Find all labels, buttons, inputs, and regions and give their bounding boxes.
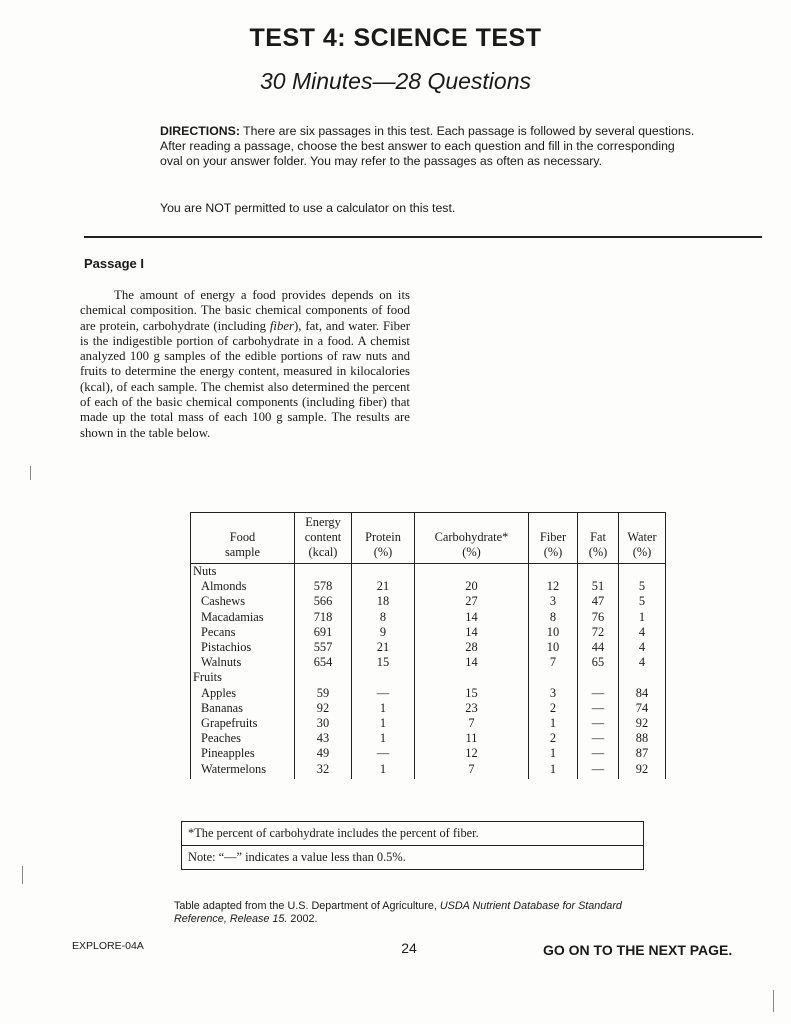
- cell-water: 5: [619, 579, 666, 594]
- cell-water: 87: [619, 746, 666, 761]
- cell-water: 4: [619, 640, 666, 655]
- passage-text: [80, 288, 410, 441]
- section-divider: [84, 236, 762, 238]
- cell-protein: —: [352, 686, 415, 701]
- cell-fat: 51: [578, 579, 619, 594]
- cell-carbohydrate: 12: [415, 746, 529, 761]
- page-number: 24: [401, 940, 417, 956]
- cell-food: Pineapples: [191, 746, 295, 761]
- cell-carbohydrate: 11: [415, 731, 529, 746]
- table-row: [191, 640, 666, 655]
- cell-energy: 718: [295, 610, 352, 625]
- header-text: (%): [543, 545, 563, 559]
- cell-carbohydrate: 7: [415, 762, 529, 779]
- header-text: Carbohydrate*: [434, 530, 509, 544]
- header-text: Water: [627, 530, 657, 544]
- form-code: EXPLORE-04A: [72, 940, 144, 952]
- passage-text-part1: The amount of energy a food provides depends on its chemical composition. The basic chemical components of food are protein, carbohydrate (including: [80, 288, 410, 333]
- cell-food: Grapefruits: [191, 716, 295, 731]
- test-subtitle: 30 Minutes—28 Questions: [259, 68, 532, 94]
- cell-food: Macadamias: [191, 610, 295, 625]
- cell-protein: —: [352, 746, 415, 761]
- cell-fiber: 3: [529, 686, 578, 701]
- header-carbohydrate: [415, 513, 529, 564]
- cell-protein: 1: [352, 716, 415, 731]
- cell-carbohydrate: 14: [415, 625, 529, 640]
- cell-energy: 691: [295, 625, 352, 640]
- cell-fiber: 1: [529, 716, 578, 731]
- table-header-row: [191, 513, 666, 564]
- cell-fat: 76: [578, 610, 619, 625]
- cell-energy: 578: [295, 579, 352, 594]
- empty-cell: [295, 670, 352, 685]
- empty-cell: [415, 670, 529, 685]
- table-row: [191, 594, 666, 609]
- header-text: Fiber: [539, 530, 567, 544]
- cell-fat: —: [578, 716, 619, 731]
- cell-energy: 59: [295, 686, 352, 701]
- cell-fat: 47: [578, 594, 619, 609]
- cell-energy: 32: [295, 762, 352, 779]
- cell-food: Walnuts: [191, 655, 295, 670]
- cell-energy: 557: [295, 640, 352, 655]
- table-row: [191, 579, 666, 594]
- cell-energy: 43: [295, 731, 352, 746]
- cell-food: Apples: [191, 686, 295, 701]
- cell-food: Peaches: [191, 731, 295, 746]
- empty-cell: [352, 670, 415, 685]
- header-text: content: [304, 530, 342, 544]
- scan-speck: [773, 990, 774, 1012]
- cell-fiber: 2: [529, 701, 578, 716]
- cell-carbohydrate: 28: [415, 640, 529, 655]
- cell-carbohydrate: 27: [415, 594, 529, 609]
- cell-fat: —: [578, 762, 619, 779]
- cell-protein: 1: [352, 701, 415, 716]
- empty-cell: [578, 670, 619, 685]
- empty-cell: [352, 564, 415, 580]
- header-fat: [578, 513, 619, 564]
- empty-cell: [619, 564, 666, 580]
- header-text: Food: [229, 530, 256, 544]
- cell-carbohydrate: 7: [415, 716, 529, 731]
- cell-water: 1: [619, 610, 666, 625]
- cell-fiber: 10: [529, 625, 578, 640]
- directions-block: [160, 124, 698, 169]
- table-notes: [181, 821, 644, 870]
- header-text: (%): [632, 545, 652, 559]
- table-row: [191, 731, 666, 746]
- cell-fiber: 3: [529, 594, 578, 609]
- cell-food: Almonds: [191, 579, 295, 594]
- cell-fat: —: [578, 701, 619, 716]
- cell-energy: 92: [295, 701, 352, 716]
- cell-fat: 72: [578, 625, 619, 640]
- empty-cell: [415, 564, 529, 580]
- empty-cell: [529, 564, 578, 580]
- cell-protein: 21: [352, 579, 415, 594]
- table-row: [191, 716, 666, 731]
- cell-carbohydrate: 15: [415, 686, 529, 701]
- cell-water: 74: [619, 701, 666, 716]
- cell-carbohydrate: 14: [415, 655, 529, 670]
- cell-fat: 65: [578, 655, 619, 670]
- source-suffix: 2002.: [287, 913, 318, 925]
- cell-water: 84: [619, 686, 666, 701]
- passage-text-part2: ), fat, and water. Fiber is the indigestible portion of carbohydrate in a food. A chemist analyzed 100 g samples of the edible portions of raw nuts and fruits to determine the energy content, measured in kilocalories (kcal), of each sample. The chemist also determined the percent of each of the basic chemical components (including fiber) that made up the total mass of each 100 g sample. The results are shown in the table below.: [80, 318, 410, 440]
- empty-cell: [578, 564, 619, 580]
- cell-water: 88: [619, 731, 666, 746]
- header-food: [191, 513, 295, 564]
- test-title: TEST 4: SCIENCE TEST: [249, 24, 542, 52]
- cell-fiber: 12: [529, 579, 578, 594]
- cell-protein: 1: [352, 731, 415, 746]
- cell-protein: 21: [352, 640, 415, 655]
- table-row: [191, 762, 666, 779]
- cell-protein: 15: [352, 655, 415, 670]
- passage-fiber-word: fiber: [269, 318, 295, 333]
- cell-food: Bananas: [191, 701, 295, 716]
- directions-text: There are six passages in this test. Each passage is followed by several questions. After reading a passage, choose the best answer to each question and fill in the corresponding oval on your answer folder. You may refer to the passages as often as necessary.: [160, 124, 695, 168]
- cell-fiber: 1: [529, 746, 578, 761]
- cell-protein: 9: [352, 625, 415, 640]
- header-text: (%): [588, 545, 608, 559]
- cell-food: Pistachios: [191, 640, 295, 655]
- group-row-fruits: [191, 670, 666, 685]
- scan-speck: [30, 466, 31, 480]
- cell-fat: —: [578, 686, 619, 701]
- cell-water: 4: [619, 655, 666, 670]
- directions-lead: DIRECTIONS:: [160, 124, 240, 138]
- cell-protein: 8: [352, 610, 415, 625]
- nutrition-table: [190, 512, 666, 779]
- group-row-nuts: [191, 564, 666, 580]
- cell-fiber: 7: [529, 655, 578, 670]
- header-text: (%): [462, 545, 481, 559]
- header-text: Protein: [365, 530, 401, 544]
- cell-water: 4: [619, 625, 666, 640]
- cell-fiber: 8: [529, 610, 578, 625]
- cell-water: 92: [619, 762, 666, 779]
- header-energy: [295, 513, 352, 564]
- table-row: [191, 746, 666, 761]
- cell-fiber: 2: [529, 731, 578, 746]
- empty-cell: [295, 564, 352, 580]
- empty-cell: [529, 670, 578, 685]
- group-label-fruits: Fruits: [191, 670, 295, 685]
- header-text: Fat: [590, 530, 606, 544]
- cell-food: Watermelons: [191, 762, 295, 779]
- cell-protein: 18: [352, 594, 415, 609]
- cell-carbohydrate: 14: [415, 610, 529, 625]
- header-text: (%): [373, 545, 393, 559]
- cell-energy: 654: [295, 655, 352, 670]
- cell-fiber: 10: [529, 640, 578, 655]
- cell-fiber: 1: [529, 762, 578, 779]
- header-protein: [352, 513, 415, 564]
- header-text: Energy: [305, 515, 341, 529]
- cell-fat: —: [578, 746, 619, 761]
- cell-energy: 30: [295, 716, 352, 731]
- cell-food: Cashews: [191, 594, 295, 609]
- cell-food: Pecans: [191, 625, 295, 640]
- table-row: [191, 701, 666, 716]
- source-prefix: Table adapted from the U.S. Department of Agriculture,: [174, 900, 440, 912]
- cell-fat: 44: [578, 640, 619, 655]
- cell-water: 5: [619, 594, 666, 609]
- header-text: (kcal): [308, 545, 338, 559]
- group-label-nuts: Nuts: [191, 564, 295, 580]
- carbohydrate-footnote: *The percent of carbohydrate includes the percent of fiber.: [182, 822, 643, 846]
- cell-energy: 49: [295, 746, 352, 761]
- cell-carbohydrate: 20: [415, 579, 529, 594]
- table-source: [174, 900, 654, 926]
- header-fiber: [529, 513, 578, 564]
- header-text: sample: [224, 545, 261, 559]
- cell-energy: 566: [295, 594, 352, 609]
- passage-label: Passage I: [84, 256, 144, 271]
- header-water: [619, 513, 666, 564]
- table-row: [191, 655, 666, 670]
- source-title: USDA Nutrient Database for Standard Reference, Release 15.: [174, 900, 622, 925]
- next-page-note: GO ON TO THE NEXT PAGE.: [543, 942, 733, 958]
- table-row: [191, 610, 666, 625]
- cell-fat: —: [578, 731, 619, 746]
- calculator-note: You are NOT permitted to use a calculator on this test.: [160, 201, 456, 215]
- empty-cell: [619, 670, 666, 685]
- dash-note: Note: “—” indicates a value less than 0.5%.: [188, 850, 406, 864]
- table-row: [191, 625, 666, 640]
- cell-water: 92: [619, 716, 666, 731]
- cell-carbohydrate: 23: [415, 701, 529, 716]
- scan-speck: [22, 866, 23, 884]
- table-row: [191, 686, 666, 701]
- cell-protein: 1: [352, 762, 415, 779]
